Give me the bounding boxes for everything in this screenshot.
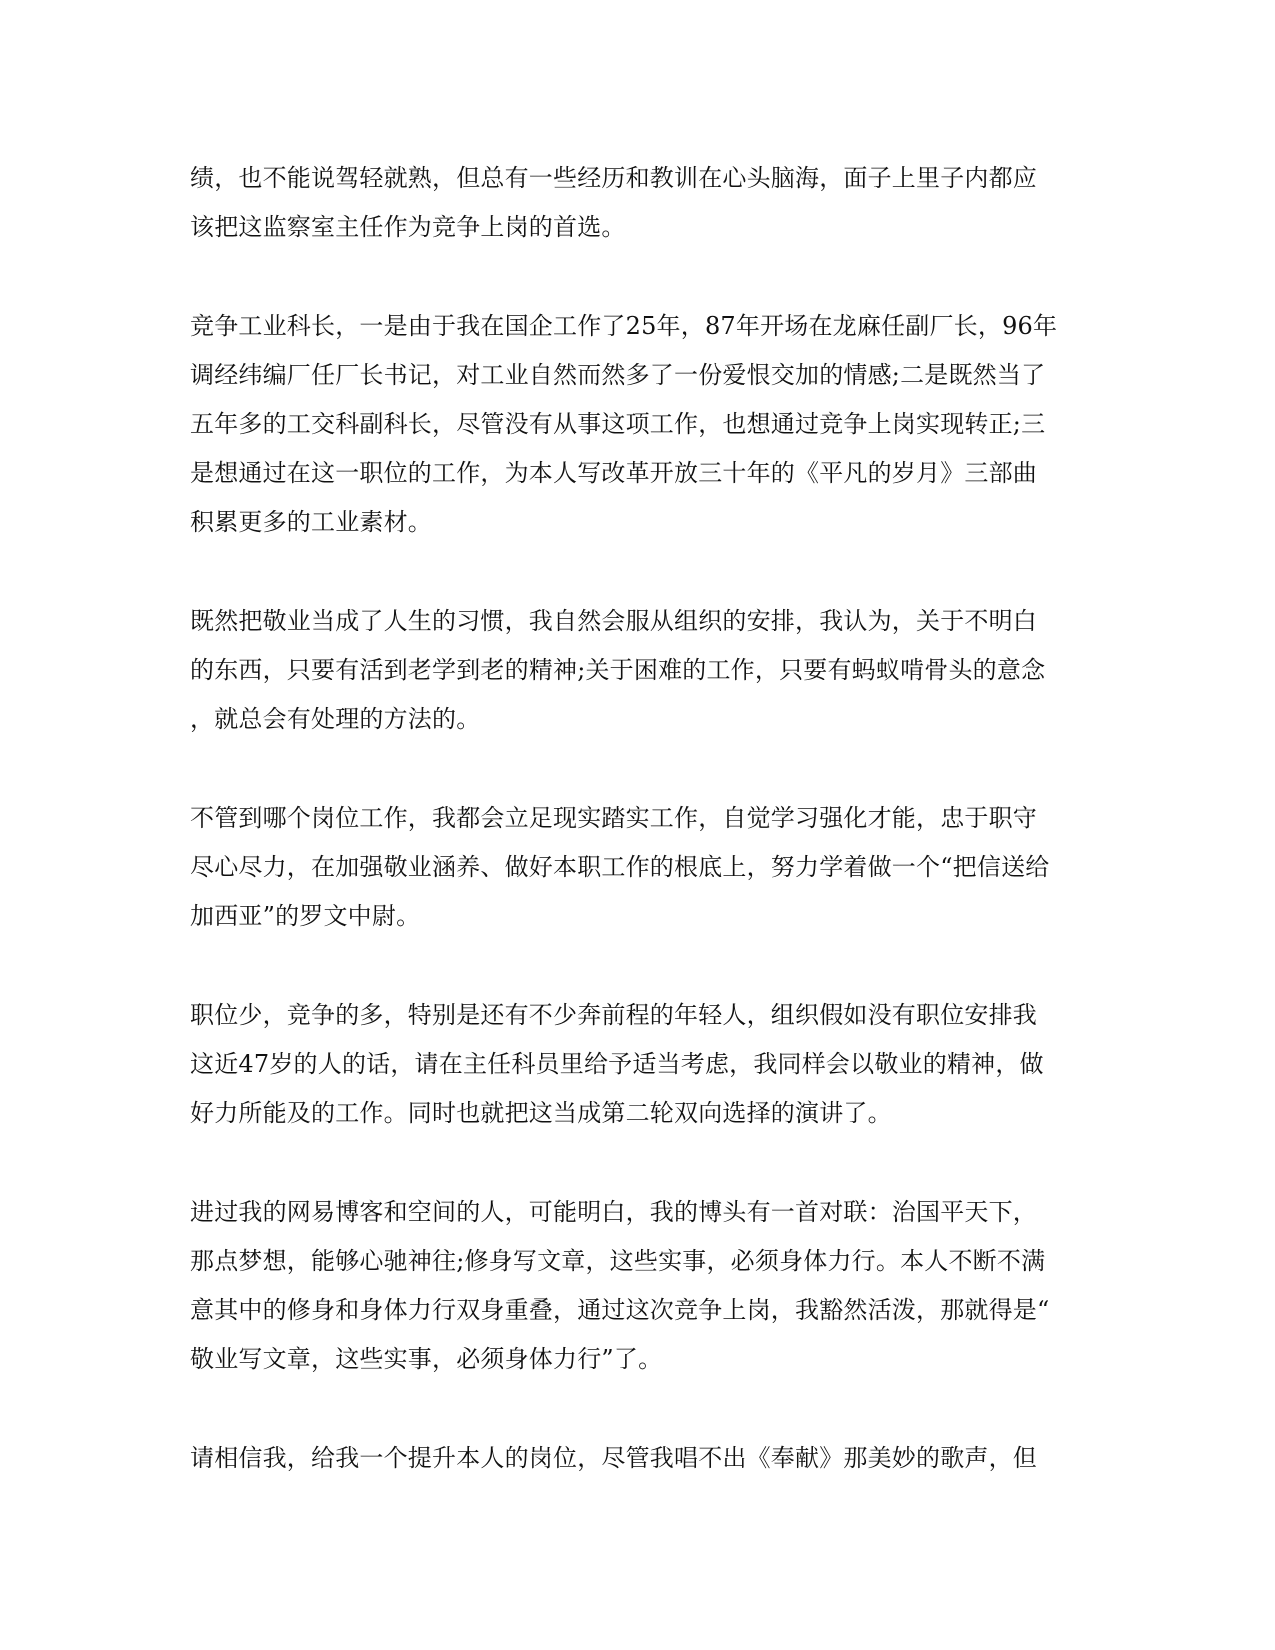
- paragraph-5: [190, 991, 1080, 1138]
- paragraph-gap: [190, 252, 1080, 302]
- paragraph-line: 该把这监察室主任作为竞争上岗的首选。: [190, 213, 626, 241]
- paragraph-6: [190, 1188, 1080, 1384]
- paragraph-line: 的东西，只要有活到老学到老的精神;关于困难的工作，只要有蚂蚁啃骨头的意念: [190, 656, 1046, 684]
- paragraph-line: 那点梦想，能够心驰神往;修身写文章，这些实事，必须身体力行。本人不断不满: [190, 1247, 1046, 1275]
- paragraph-line: 竞争工业科长，一是由于我在国企工作了25年，87年开场在龙麻任副厂长，96年: [190, 312, 1058, 340]
- paragraph-2: [190, 302, 1080, 547]
- paragraph-line: 尽心尽力，在加强敬业涵养、做好本职工作的根底上，努力学着做一个“把信送给: [190, 853, 1050, 881]
- paragraph-line: 职位少，竞争的多，特别是还有不少奔前程的年轻人，组织假如没有职位安排我: [190, 1001, 1037, 1029]
- paragraph-line: 敬业写文章，这些实事，必须身体力行”了。: [190, 1345, 663, 1373]
- paragraph-gap: [190, 1384, 1080, 1434]
- paragraph-gap: [190, 547, 1080, 597]
- paragraph-line: 既然把敬业当成了人生的习惯，我自然会服从组织的安排，我认为，关于不明白: [190, 607, 1037, 635]
- paragraph-3: [190, 597, 1080, 744]
- paragraph-line: 进过我的网易博客和空间的人，可能明白，我的博头有一首对联：治国平天下，: [190, 1198, 1037, 1226]
- paragraph-line: 积累更多的工业素材。: [190, 508, 432, 536]
- paragraph-gap: [190, 744, 1080, 794]
- paragraph-line: 请相信我，给我一个提升本人的岗位，尽管我唱不出《奉献》那美妙的歌声，但: [190, 1444, 1037, 1472]
- paragraph-line: 意其中的修身和身体力行双身重叠，通过这次竞争上岗，我豁然活泼，那就得是“: [190, 1296, 1050, 1324]
- paragraph-line: 不管到哪个岗位工作，我都会立足现实踏实工作，自觉学习强化才能，忠于职守: [190, 804, 1037, 832]
- paragraph-line: 调经纬编厂任厂长书记，对工业自然而然多了一份爱恨交加的情感;二是既然当了: [190, 361, 1046, 389]
- paragraph-line: ，就总会有处理的方法的。: [190, 705, 481, 733]
- document-body: [190, 154, 1080, 1483]
- paragraph-line: 这近47岁的人的话，请在主任科员里给予适当考虑，我同样会以敬业的精神，做: [190, 1050, 1044, 1078]
- paragraph-gap: [190, 941, 1080, 991]
- paragraph-7: [190, 1434, 1080, 1483]
- paragraph-gap: [190, 1138, 1080, 1188]
- paragraph-line: 五年多的工交科副科长，尽管没有从事这项工作，也想通过竞争上岗实现转正;三: [190, 410, 1046, 438]
- paragraph-4: [190, 794, 1080, 941]
- paragraph-line: 好力所能及的工作。同时也就把这当成第二轮双向选择的演讲了。: [190, 1099, 892, 1127]
- paragraph-line: 绩，也不能说驾轻就熟，但总有一些经历和教训在心头脑海，面子上里子内都应: [190, 164, 1037, 192]
- paragraph-line: 是想通过在这一职位的工作，为本人写改革开放三十年的《平凡的岁月》三部曲: [190, 459, 1037, 487]
- paragraph-1: [190, 154, 1080, 252]
- paragraph-line: 加西亚”的罗文中尉。: [190, 902, 421, 930]
